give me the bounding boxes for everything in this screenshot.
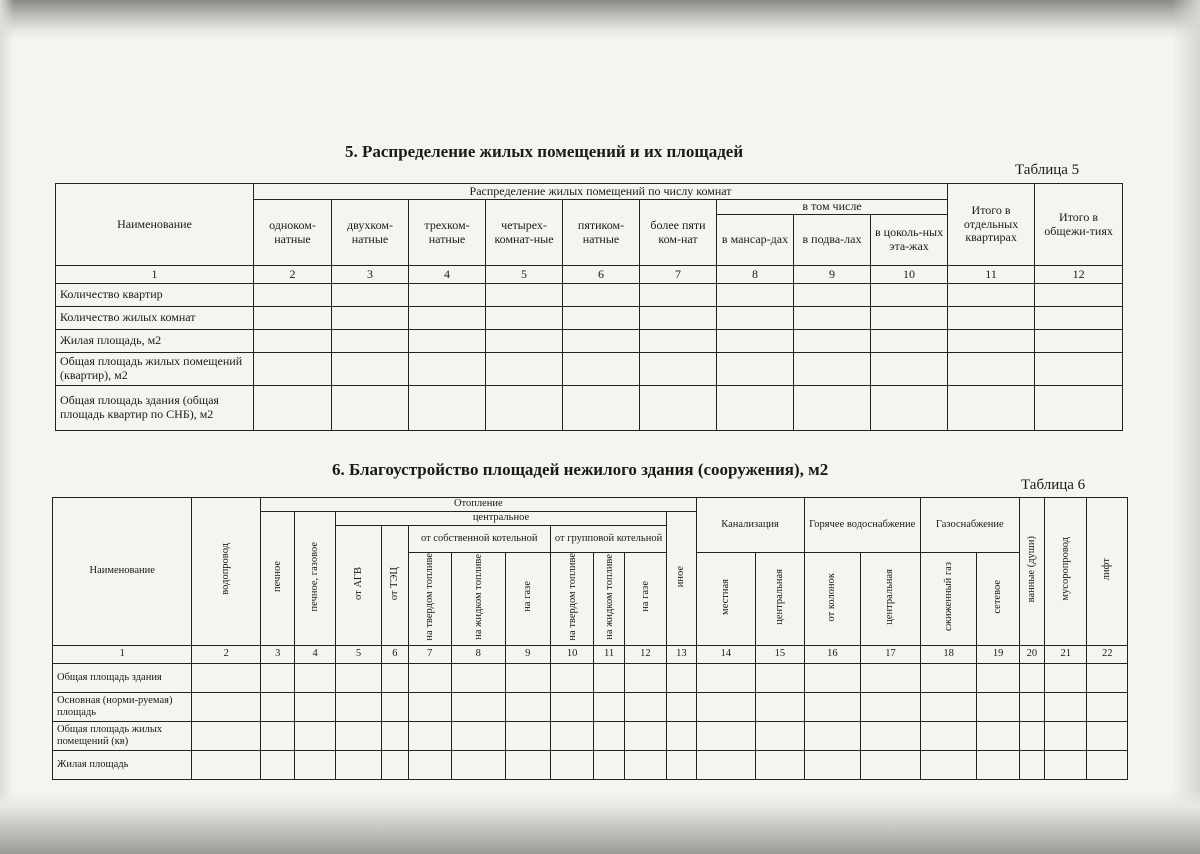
t6-colnum: 8 [451,645,505,663]
t6-header-gas-network: сетевое [977,553,1019,646]
t5-row-label: Общая площадь здания (общая площадь квартир по СНБ), м2 [56,386,254,431]
section5-title: 5. Распределение жилых помещений и их площадей [345,142,744,161]
section6-title: 6. Благоустройство площадей нежилого здания (сооружения), м2 [332,460,829,479]
t5-row-label: Общая площадь жилых помещений (квартир), м2 [56,353,254,386]
t6-row [53,663,1128,692]
t6-colnum: 16 [804,645,861,663]
t5-colnum: 10 [871,266,948,284]
t6-header-gas-liquefied: сжиженный газ [920,553,977,646]
t6-colnum: 18 [920,645,977,663]
t6-row [53,692,1128,721]
t6-header-name: Наименование [53,498,192,646]
t6-colnum: 22 [1087,645,1128,663]
t5-colnum: 6 [563,266,640,284]
t6-row-label: Общая площадь жилых помещений (кв) [53,721,192,750]
t6-header-pechnoe: печное [261,512,295,646]
t6-colnum: 12 [624,645,666,663]
t5-header-incl: в подва-лах [794,215,871,266]
t6-header-lift: лифт [1087,498,1128,646]
t5-colnum: 3 [332,266,409,284]
t6-colnum: 11 [594,645,624,663]
t5-header-name: Наименование [56,184,254,266]
t6-header-fuel: на твердом топливе [408,553,451,646]
t6-header-fuel: на жидком топливе [594,553,624,646]
t6-colnum: 1 [53,645,192,663]
t5-colnum: 5 [486,266,563,284]
t6-header-fuel: на жидком топливе [451,553,505,646]
t5-row-label: Жилая площадь, м2 [56,330,254,353]
table5-label: Таблица 5 [1015,162,1080,178]
t6-header-inoe: иное [667,512,696,646]
scan-shadow-top [0,0,1200,40]
t6-colnum: 21 [1045,645,1087,663]
t6-colnum: 19 [977,645,1019,663]
t5-header-total-apart: Итого в отдельных квартирах [948,184,1035,266]
scan-shadow-bottom [0,790,1200,854]
t6-row-label: Основная (норми-руемая) площадь [53,692,192,721]
t6-header-kanal: Канализация [696,498,804,553]
t6-colnum: 6 [382,645,408,663]
t6-header-gas: Газоснабжение [920,498,1019,553]
t6-header-garbage: мусоропровод [1045,498,1087,646]
t5-header-room: четырех-комнат-ные [486,200,563,266]
t6-header-kanal-local: местная [696,553,756,646]
t6-header-kanal-central: центральная [756,553,805,646]
t6-row-label: Жилая площадь [53,750,192,779]
t6-colnum: 7 [408,645,451,663]
t6-row [53,750,1128,779]
t6-colnum: 5 [335,645,381,663]
t6-header-own-boiler: от собственной котельной [408,526,550,553]
t6-header-hw-columns: от колонок [804,553,861,646]
t6-colnum: 10 [550,645,593,663]
t6-header-baths: ванные (души) [1019,498,1044,646]
t6-header-central: центральное [335,512,666,526]
t5-header-incl: в цоколь-ных эта-жах [871,215,948,266]
t5-header-room: пятиком-натные [563,200,640,266]
t5-colnum: 7 [640,266,717,284]
t6-colnum: 20 [1019,645,1044,663]
table6 [52,497,1128,780]
t5-colnum: 8 [717,266,794,284]
t5-row [56,386,1123,431]
t6-header-vodoprovod: водопровод [192,498,261,646]
scan-shadow-left [0,0,14,854]
table6-label: Таблица 6 [1021,477,1086,493]
t5-header-room: двухком-натные [332,200,409,266]
t5-header-room: одноком-натные [254,200,332,266]
t5-row [56,307,1123,330]
t5-colnum: 4 [409,266,486,284]
table5 [55,183,1123,431]
t6-colnum: 14 [696,645,756,663]
t6-colnum: 15 [756,645,805,663]
t5-row [56,330,1123,353]
t5-colnum: 12 [1035,266,1123,284]
t6-header-fuel: на твердом топливе [550,553,593,646]
t5-header-subgroup: в том числе [717,200,948,215]
t5-header-room: более пяти ком-нат [640,200,717,266]
t5-colnum: 1 [56,266,254,284]
t6-row-label: Общая площадь здания [53,663,192,692]
t5-header-total-dorm: Итого в общежи-тиях [1035,184,1123,266]
t6-colnum: 4 [295,645,335,663]
t6-colnum: 2 [192,645,261,663]
t6-header-group-boiler: от групповой котельной [550,526,666,553]
t6-colnum: 17 [861,645,921,663]
t5-header-incl: в мансар-дах [717,215,794,266]
t6-header-heating: Отопление [261,498,696,512]
t6-header-tec: от ТЭЦ [382,526,408,646]
t6-row [53,721,1128,750]
t6-colnum: 13 [667,645,696,663]
t6-colnum: 9 [505,645,550,663]
t6-header-hw-central: центральная [861,553,921,646]
t5-row-label: Количество квартир [56,284,254,307]
t5-header-group: Распределение жилых помещений по числу комнат [254,184,948,200]
t5-header-room: трехком-натные [409,200,486,266]
t5-colnum: 2 [254,266,332,284]
t5-row-label: Количество жилых комнат [56,307,254,330]
t5-colnum: 11 [948,266,1035,284]
t6-colnum: 3 [261,645,295,663]
t6-header-fuel: на газе [505,553,550,646]
t5-row [56,353,1123,386]
t6-header-hotwater: Горячее водоснабжение [804,498,920,553]
t6-header-pechnoe-gas: печное, газовое [295,512,335,646]
scan-shadow-right [1172,0,1200,854]
t6-header-agv: от АГВ [335,526,381,646]
t6-header-fuel: на газе [624,553,666,646]
t5-row [56,284,1123,307]
t5-colnum: 9 [794,266,871,284]
